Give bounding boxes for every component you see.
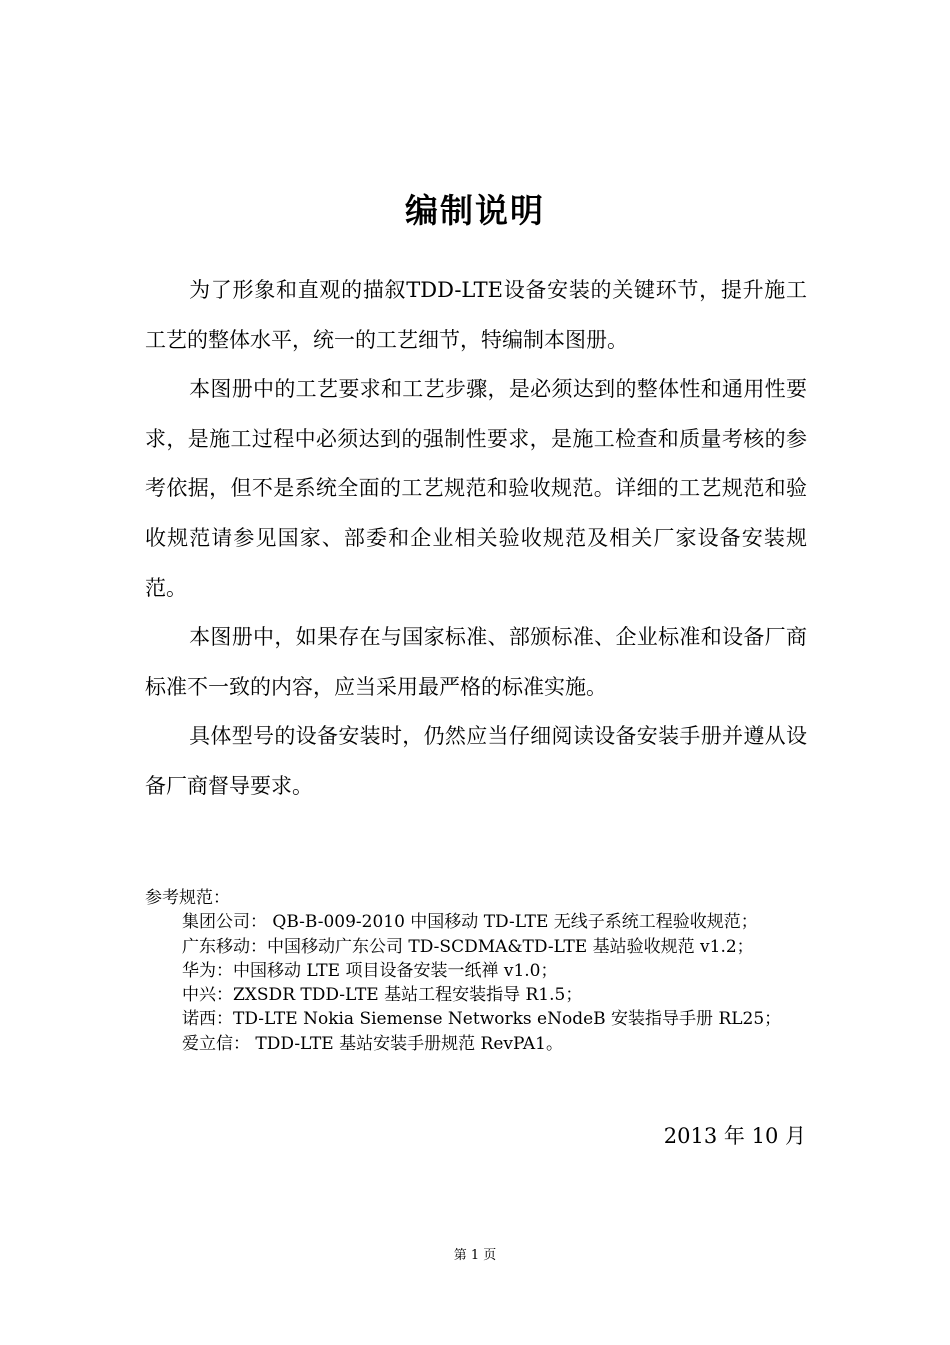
paragraph-requirements: 本图册中的工艺要求和工艺步骤，是必须达到的整体性和通用性要求，是施工过程中必须达到的强制性要求，是施工检查和质量考核的参考依据，但不是系统全面的工艺规范和验收规范。详细的工艺规范和验收规范请参见国家、部委和企业相关验收规范及相关厂家设备安装规范。 [145, 377, 807, 600]
reference-item-guangdong: 广东移动：中国移动广东公司 TD-SCDMA&TD-LTE 基站验收规范 v1.2； [182, 936, 754, 957]
references-section [145, 886, 825, 1056]
reference-item-huawei: 华为：中国移动 LTE 项目设备安装一纸禅 v1.0； [182, 960, 558, 981]
reference-item-zte: 中兴：ZXSDR TDD-LTE 基站工程安装指导 R1.5； [182, 985, 583, 1006]
references-list [145, 910, 825, 1056]
page-number: 第 1 页 [453, 1248, 497, 1263]
reference-item-group: 集团公司： QB-B-009-2010 中国移动 TD-LTE 无线子系统工程验收规范； [182, 912, 758, 933]
references-title: 参考规范： [145, 888, 230, 908]
reference-item-nsn: 诺西：TD-LTE Nokia Siemense Networks eNodeB 安装指导手册 RL25； [182, 1009, 782, 1030]
paragraph-purpose: 为了形象和直观的描叙TDD-LTE设备安装的关键环节，提升施工工艺的整体水平，统一的工艺细节，特编制本图册。 [145, 278, 807, 352]
body-text [145, 266, 807, 812]
document-date: 2013 年 10 月 [663, 1124, 806, 1148]
page-title: 编制说明 [405, 191, 545, 231]
paragraph-standards: 本图册中，如果存在与国家标准、部颁标准、企业标准和设备厂商标准不一致的内容，应当采用最严格的标准实施。 [145, 625, 807, 699]
reference-item-ericsson: 爱立信： TDD-LTE 基站安装手册规范 RevPA1。 [182, 1033, 563, 1054]
paragraph-manual: 具体型号的设备安装时，仍然应当仔细阅读设备安装手册并遵从设备厂商督导要求。 [145, 724, 807, 798]
